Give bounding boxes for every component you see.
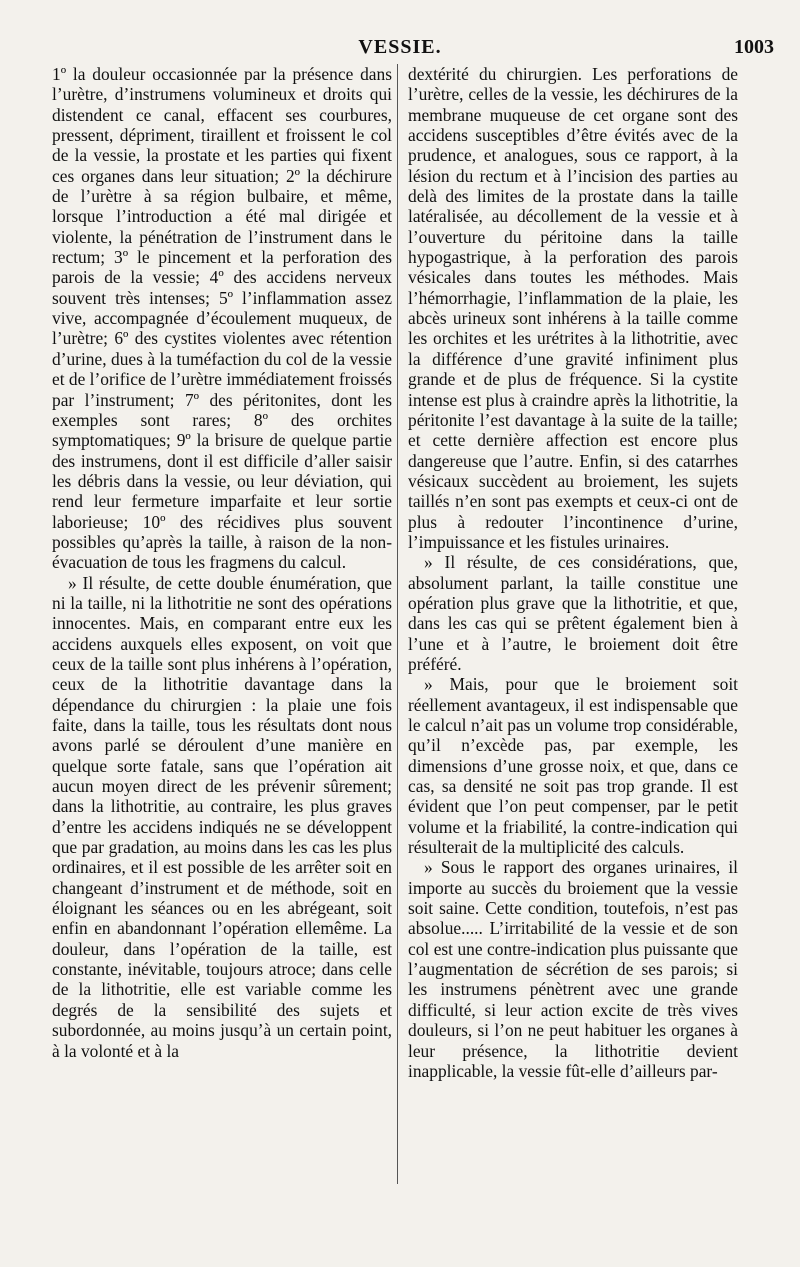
paragraph: 1º la douleur occasionnée par la présence dans l’urètre, d’instrumens volumineux et droits qui distendent ce canal, effacent ses courbures, pressent, dépriment, tiraillent et froissent le col de la vessie, la prostate et les parties qui fixent ces organes dans leur situation; 2º la déchirure de l’urètre à sa région bulbaire, et même, lorsque l’introduction a été mal dirigée et violente, la pénétration de l’instrument dans le rectum; 3º le pincement et la perforation des parois de la vessie; 4º des accidens nerveux souvent très intenses; 5º l’inflammation assez vive, accompagnée d’écoulement muqueux, de l’urètre; 6º des cystites violentes avec rétention d’urine, dues à la tuméfaction du col de la vessie et de l’orifice de l’urètre immédiatement froissés par l’instrument; 7º des péritonites, dont les exemples sont rares; 8º des orchites symptomatiques; 9º la brisure de quelque partie des instrumens, dont il est difficile d’aller saisir les débris dans la vessie, ou leur déviation, qui rend leur fermeture imparfaite et leur sortie laborieuse; 10º des récidives plus souvent possibles qu’après la taille, à raison de la non-évacuation de tous les fragmens du calcul.	[52, 64, 392, 573]
left-column	[52, 64, 392, 1061]
page-header	[0, 36, 800, 66]
column-divider	[397, 64, 398, 1184]
paragraph: dextérité du chirurgien. Les perforations de l’urètre, celles de la vessie, les déchirures de la membrane muqueuse de cet organe sont des accidens susceptibles d’être évités avec de la prudence, et analogues, sous ce rapport, à la lésion du rectum et à l’incision des parties au delà des limites de la prostate dans la taille latéralisée, au décollement de la vessie et à l’ouverture du péritoine dans la taille hypogastrique, à la perforation des parois vésicales dans toutes les méthodes. Mais l’hémorrhagie, l’inflammation de la plaie, les abcès urineux sont inhérens à la taille comme les orchites et les urétrites à la lithotritie, avec la différence d’une gravité infiniment plus grande et de plus de fréquence. Si la cystite intense est plus à craindre après la lithotritie, la péritonite l’est davantage à la suite de la taille; et cette dernière affection est encore plus dangereuse que l’autre. Enfin, si des catarrhes vésicaux succèdent au broiement, les sujets taillés n’en sont pas exempts et ceux-ci ont de plus à redouter l’incontinence d’urine, l’impuissance et les fistules urinaires.	[408, 64, 738, 552]
paragraph: » Il résulte, de ces considérations, que, absolument parlant, la taille constitue une opération plus grave que la lithotritie, et que, dans les cas qui se prêtent également bien à l’une et à l’autre, le broiement doit être préféré.	[408, 552, 738, 674]
paragraph: » Sous le rapport des organes urinaires, il importe au succès du broiement que la vessie soit saine. Cette condition, toutefois, n’est pas absolue..... L’irritabilité de la vessie et de son col est une contre-indication plus puissante que l’augmentation de sécrétion de ses parois; si les instrumens pénètrent avec une grande difficulté, si leur action excite de très vives douleurs, si l’on ne peut habituer les organes à leur présence, la lithotritie devient inapplicable, la vessie fût-elle d’ailleurs par-	[408, 857, 738, 1081]
running-head: VESSIE.	[358, 36, 442, 58]
paragraph: » Il résulte, de cette double énumération, que ni la taille, ni la lithotritie ne sont des opérations innocentes. Mais, en comparant entre eux les accidens auxquels elles exposent, on voit que ceux de la taille sont plus inhérens à l’opération, ceux de la lithotritie davantage dans la dépendance du chirurgien : la plaie une fois faite, dans la taille, tous les résultats dont nous avons parlé se déroulent d’une manière en quelque sorte fatale, sans que l’opération ait aucun moyen direct de les prévenir sûrement; dans la lithotritie, au contraire, les plus graves d’entre les accidens indiqués ne se développent que par gradation, au moins dans les cas les plus ordinaires, et il est possible de les arrêter soit en changeant d’instrument et de méthode, soit en éloignant les séances ou en les abrégeant, soit enfin en abandonnant l’opération ellemême. La douleur, dans l’opération de la taille, est constante, inévitable, toujours atroce; dans celle de la lithotritie, elle est variable comme les degrés de la sensibilité des sujets et subordonnée, au moins jusqu’à un certain point, à la volonté et à la	[52, 572, 392, 1061]
right-column	[408, 64, 738, 1081]
paragraph: » Mais, pour que le broiement soit réellement avantageux, il est indispensable que le calcul n’ait pas un volume trop considérable, qu’il n’excède pas, par exemple, les dimensions d’une grosse noix, et que, dans ce cas, sa densité ne soit pas trop grande. Il est évident que l’on peut compenser, par le petit volume et la friabilité, la contre-indication qui résulterait de la multiplicité des calculs.	[408, 674, 738, 858]
page-number: 1003	[734, 36, 774, 58]
